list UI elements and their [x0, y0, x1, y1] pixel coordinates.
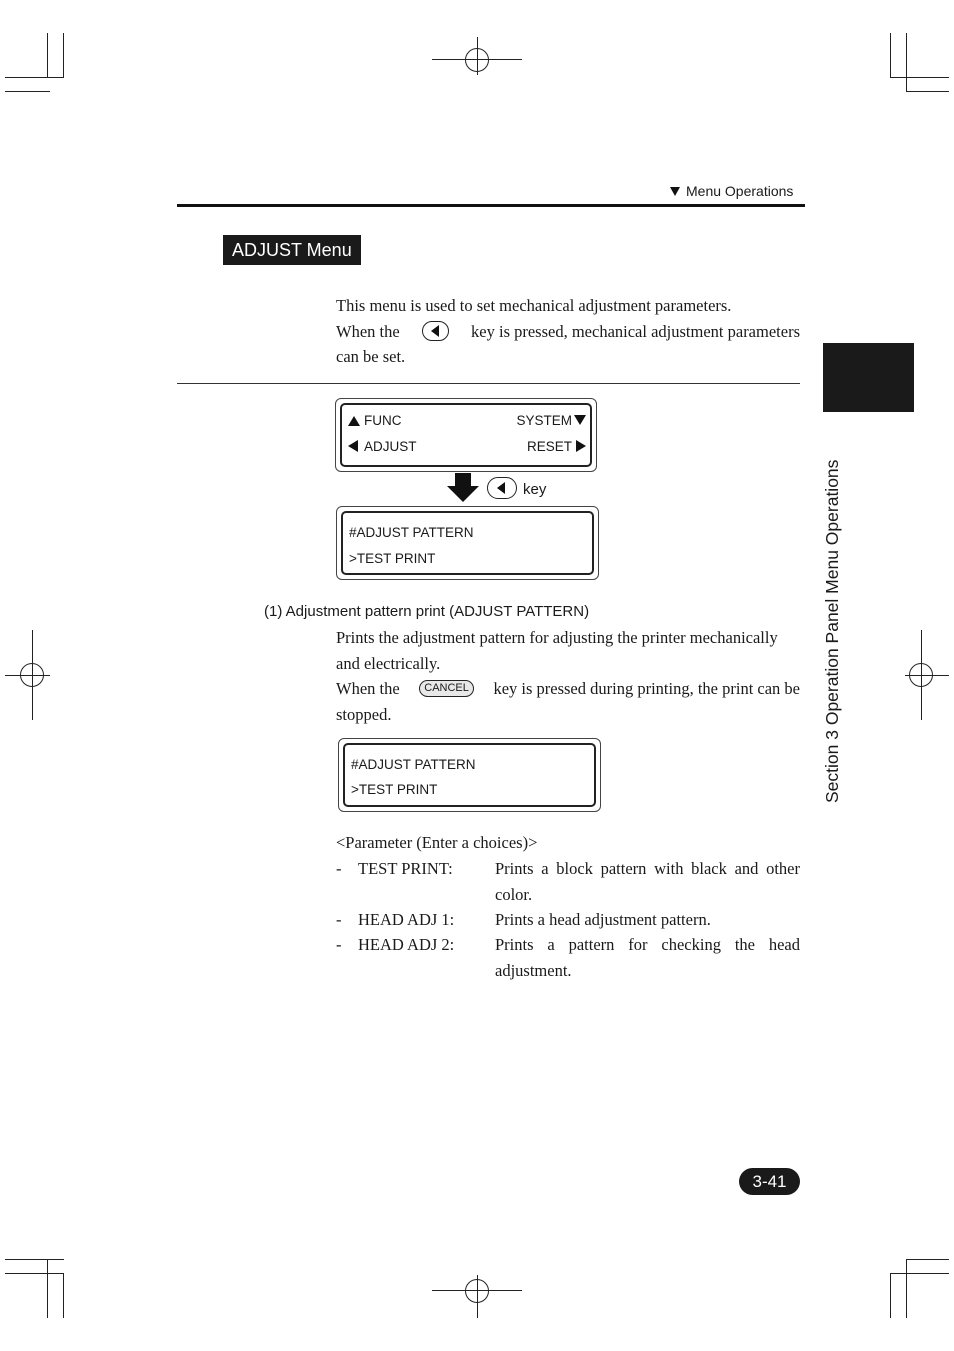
lcd-system: SYSTEM	[516, 413, 586, 428]
cancel-key-icon: CANCEL	[419, 680, 474, 697]
parameter-dash-3: -	[336, 935, 342, 954]
left-arrow-key-icon	[422, 321, 449, 341]
left-arrow-key-icon	[487, 477, 517, 499]
subsection-line-3-suffix: key is pressed during printing, the print can be	[493, 679, 800, 698]
running-header-text: Menu Operations	[686, 183, 794, 199]
parameter-heading: <Parameter (Enter a choices)>	[336, 833, 538, 852]
parameter-name-3: HEAD ADJ 2:	[358, 935, 455, 954]
parameter-name-1: TEST PRINT:	[358, 859, 453, 878]
parameter-desc-1: Prints a block pattern with black and other color.	[495, 859, 800, 904]
lcd-adjust-line-2: >TEST PRINT	[349, 551, 436, 566]
subsection-line-1: Prints the adjustment pattern for adjusting the printer mechanically	[336, 628, 778, 647]
side-tab	[823, 343, 914, 412]
lcd-adjust-2-line-2: >TEST PRINT	[351, 782, 438, 797]
subsection-line-4: stopped.	[336, 704, 392, 724]
parameter-dash-1: -	[336, 859, 342, 878]
page-number: 3-41	[739, 1168, 800, 1195]
intro-line-1: This menu is used to set mechanical adjustment parameters.	[336, 296, 732, 315]
running-header	[670, 183, 793, 199]
parameter-dash-2: -	[336, 910, 342, 929]
triangle-right-icon	[576, 440, 586, 452]
subsection-line-3-prefix: When the	[336, 679, 400, 698]
parameter-name-2: HEAD ADJ 1:	[358, 910, 455, 929]
key-label: key	[523, 481, 547, 498]
side-tab-label: Section 3 Operation Panel Menu Operations	[822, 459, 842, 803]
triangle-left-icon	[348, 440, 358, 452]
section-title: ADJUST Menu	[223, 235, 361, 265]
header-rule	[177, 204, 805, 207]
lcd-func: FUNC	[348, 413, 402, 428]
parameter-desc-2: Prints a head adjustment pattern.	[495, 910, 711, 929]
triangle-down-icon	[670, 187, 680, 196]
triangle-down-icon	[574, 415, 586, 425]
lcd-panel-adjust	[336, 506, 599, 580]
down-arrow-icon	[446, 473, 480, 503]
lcd-panel-adjust-2	[338, 738, 601, 812]
intro-line-2-suffix: key is pressed, mechanical adjustment parameters	[471, 321, 800, 341]
lcd-panel-main	[335, 398, 597, 472]
divider	[177, 383, 800, 384]
lcd-adjust-2-line-1: #ADJUST PATTERN	[351, 757, 476, 772]
subsection-line-2: and electrically.	[336, 653, 441, 673]
intro-paragraph	[336, 293, 800, 370]
lcd-adjust-line-1: #ADJUST PATTERN	[349, 525, 474, 540]
triangle-up-icon	[348, 416, 360, 426]
parameter-desc-3: Prints a pattern for checking the head adjustment.	[495, 935, 800, 980]
lcd-reset: RESET	[527, 439, 586, 454]
subsection-paragraph	[336, 625, 800, 727]
intro-line-3: can be set.	[336, 347, 406, 366]
lcd-adjust: ADJUST	[348, 439, 417, 454]
intro-line-2-prefix: When the	[336, 321, 400, 341]
subsection-title: (1) Adjustment pattern print (ADJUST PATTERN)	[264, 603, 590, 620]
